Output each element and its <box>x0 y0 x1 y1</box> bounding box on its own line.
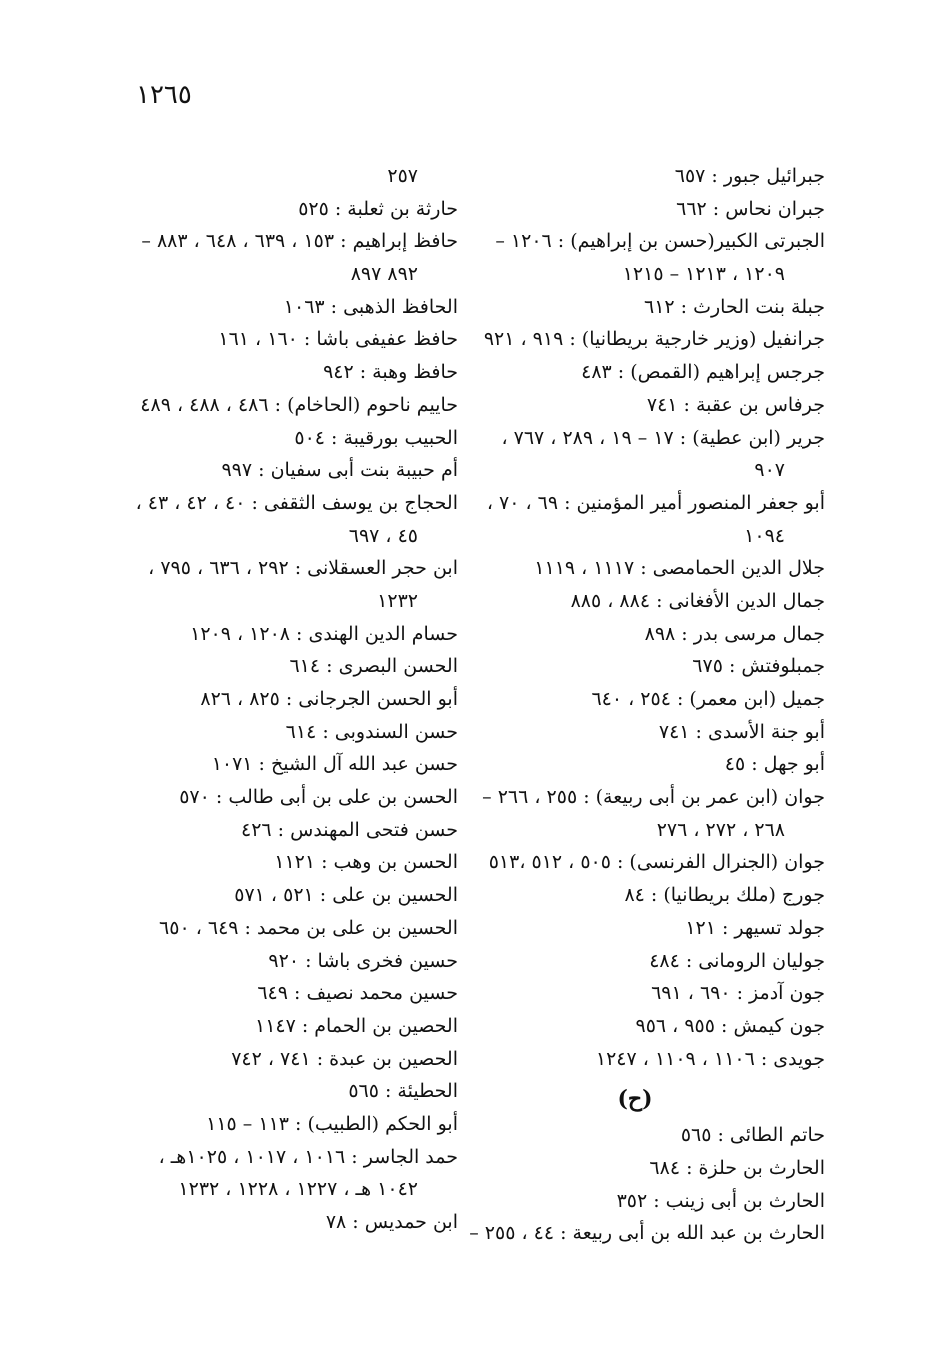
index-entry: أبو الحكم (الطبيب) : ١١٣ – ١١٥ <box>206 1112 458 1135</box>
index-entry: جميل (ابن معمر) : ٢٥٤ ، ٦٤٠ <box>591 688 825 710</box>
index-entry-continuation: ٢٦٨ ، ٢٧٢ ، ٢٧٦ <box>656 818 785 841</box>
index-entry: جويدى : ١١٠٦ ، ١١٠٩ ، ١٢٤٧ <box>595 1047 825 1070</box>
index-entry: ابن حمديس : ٧٨ <box>325 1211 458 1233</box>
index-entry: جمال مرسى بدر : ٨٩٨ <box>644 622 825 645</box>
index-entry: أم حبيبة بنت أبى سفيان : ٩٩٧ <box>221 459 458 482</box>
index-entry-continuation: ١٠٩٤ <box>744 524 785 547</box>
index-entry: الحصين بن عبدة : ٧٤١ ، ٧٤٢ <box>231 1047 458 1070</box>
index-entry: الحصين بن الحمام : ١١٤٧ <box>254 1014 458 1037</box>
index-entry: الحسين بن على بن محمد : ٦٤٩ ، ٦٥٠ <box>159 916 458 939</box>
index-entry: الحبيب بورقيبة : ٥٠٤ <box>294 426 458 449</box>
index-entry: حارثة بن ثعلبة : ٥٢٥ <box>298 197 458 220</box>
page-number: ١٢٦٥ <box>136 80 192 110</box>
index-entry: حافظ وهبة : ٩٤٢ <box>323 361 458 384</box>
index-entry: حسين محمد نصيف : ٦٤٩ <box>257 982 458 1005</box>
index-entry: الحطيئة : ٥٦٥ <box>348 1080 458 1103</box>
index-entry: الحسن البصرى : ٦١٤ <box>289 655 458 678</box>
index-entry: جون كيمش : ٩٥٥ ، ٩٥٦ <box>635 1014 825 1037</box>
index-entry: الحسين بن على : ٥٢١ ، ٥٧١ <box>234 884 458 907</box>
index-entry: الحجاج بن يوسف الثقفى : ٤٠ ، ٤٢ ، ٤٣ ، <box>135 491 458 514</box>
index-entry: الحارث بن أبى زينب : ٣٥٢ <box>616 1189 825 1212</box>
index-entry: جمبلوفتش : ٦٧٥ <box>692 655 825 678</box>
index-entry: الحسن بن على بن أبى طالب : ٥٧٠ <box>179 786 458 809</box>
index-entry: حافظ إبراهيم : ١٥٣ ، ٦٣٩ ، ٦٤٨ ، ٨٨٣ – <box>141 230 458 253</box>
index-entry: ابن حجر العسقلانى : ٢٩٢ ، ٦٣٦ ، ٧٩٥ ، <box>148 557 458 580</box>
index-entry: جوان (ابن عمر بن أبى ربيعة) : ٢٥٥ ، ٢٦٦ – <box>482 786 825 809</box>
index-entry: الحسن بن وهب : ١١٢١ <box>274 851 458 874</box>
index-entry: جرير (ابن عطية) : ١٧ – ١٩ ، ٢٨٩ ، ٧٦٧ ، <box>501 426 825 449</box>
index-entry-continuation: ٢٥٧ <box>387 165 418 187</box>
section-letter-heading: (ح) <box>617 1086 653 1113</box>
index-entry-continuation: ١٢٠٩ ، ١٢١٣ – ١٢١٥ <box>622 263 785 286</box>
index-entry: حسن السندوبى : ٦١٤ <box>285 720 458 743</box>
index-entry: الحارث بن عبد الله بن أبى ربيعة : ٤٤ ، ٢٥٥ – <box>469 1222 825 1245</box>
index-entry: حسام الدين الهندى : ١٢٠٨ ، ١٢٠٩ <box>190 622 458 645</box>
index-entry: حسن فتحى المهندس : ٤٢٦ <box>241 818 458 841</box>
index-entry: جبران نحاس : ٦٦٢ <box>676 197 825 220</box>
index-entry: حافظ عفيفى باشا : ١٦٠ ، ١٦١ <box>218 328 458 351</box>
index-entry: الجبرتى الكبير(حسن بن إبراهيم) : ١٢٠٦ – <box>495 230 825 253</box>
index-entry: الحافظ الذهبى : ١٠٦٣ <box>283 295 458 318</box>
index-entry: أبو جهل : ٤٥ <box>724 753 825 776</box>
index-entry: حاتم الطائى : ٥٦٥ <box>680 1124 825 1147</box>
index-entry: أبو الحسن الجرجانى : ٨٢٥ ، ٨٢٦ <box>200 688 458 710</box>
index-entry-continuation: ٤٥ ، ٦٩٧ <box>348 524 418 547</box>
index-column-right <box>445 160 825 1250</box>
index-entry: حاييم ناحوم (الحاخام) : ٤٨٦ ، ٤٨٨ ، ٤٨٩ <box>140 393 458 416</box>
index-entry: أبو جعفر المنصور أمير المؤمنين : ٦٩ ، ٧٠ ، <box>486 491 825 514</box>
index-entry-continuation: ١٠٤٢ هـ ، ١٢٢٧ ، ١٢٢٨ ، ١٢٣٢ <box>178 1178 418 1201</box>
index-entry: جلال الدين الحمامصى : ١١١٧ ، ١١١٩ <box>534 557 825 580</box>
index-column-left <box>108 160 458 1239</box>
index-entry: جرفاس بن عقبة : ٧٤١ <box>646 393 825 416</box>
index-entry: جولد تسيهر : ١٢١ <box>685 916 825 939</box>
index-entry: جبرائيل جبور : ٦٥٧ <box>674 165 825 187</box>
index-entry: حسين فخرى باشا : ٩٢٠ <box>268 949 458 972</box>
index-entry-continuation: ٩٠٧ <box>754 459 785 482</box>
index-entry: جرانفيل (وزير خارجية بريطانيا) : ٩١٩ ، ٩٢١ <box>483 328 825 351</box>
index-entry: جورج (ملك بريطانيا) : ٨٤ <box>624 884 825 907</box>
index-entry-continuation: ٨٩٢ ٨٩٧ <box>350 263 418 286</box>
index-entry: جوليان الرومانى : ٤٨٤ <box>649 949 825 972</box>
index-entry: جرجس إبراهيم (القمص) : ٤٨٣ <box>581 361 825 384</box>
index-entry: أبو جنة الأسدى : ٧٤١ <box>658 720 825 743</box>
index-entry-continuation: ١٢٣٢ <box>377 589 418 612</box>
index-entry: جون آدمز : ٦٩٠ ، ٦٩١ <box>651 982 825 1005</box>
index-entry: جمال الدين الأفغانى : ٨٨٤ ، ٨٨٥ <box>570 589 825 612</box>
index-entry: حمد الجاسر : ١٠١٦ ، ١٠١٧ ، ١٠٢٥هـ ، <box>158 1145 458 1168</box>
index-entry: الحارث بن حلزة : ٦٨٤ <box>649 1156 825 1179</box>
index-entry: حسن عبد الله آل الشيخ : ١٠٧١ <box>211 753 458 776</box>
index-entry: جوان (الجنرال الفرنسى) : ٥٠٥ ، ٥١٢ ،٥١٣ <box>488 851 825 874</box>
index-entry: جبلة بنت الحارث : ٦١٢ <box>643 295 825 318</box>
